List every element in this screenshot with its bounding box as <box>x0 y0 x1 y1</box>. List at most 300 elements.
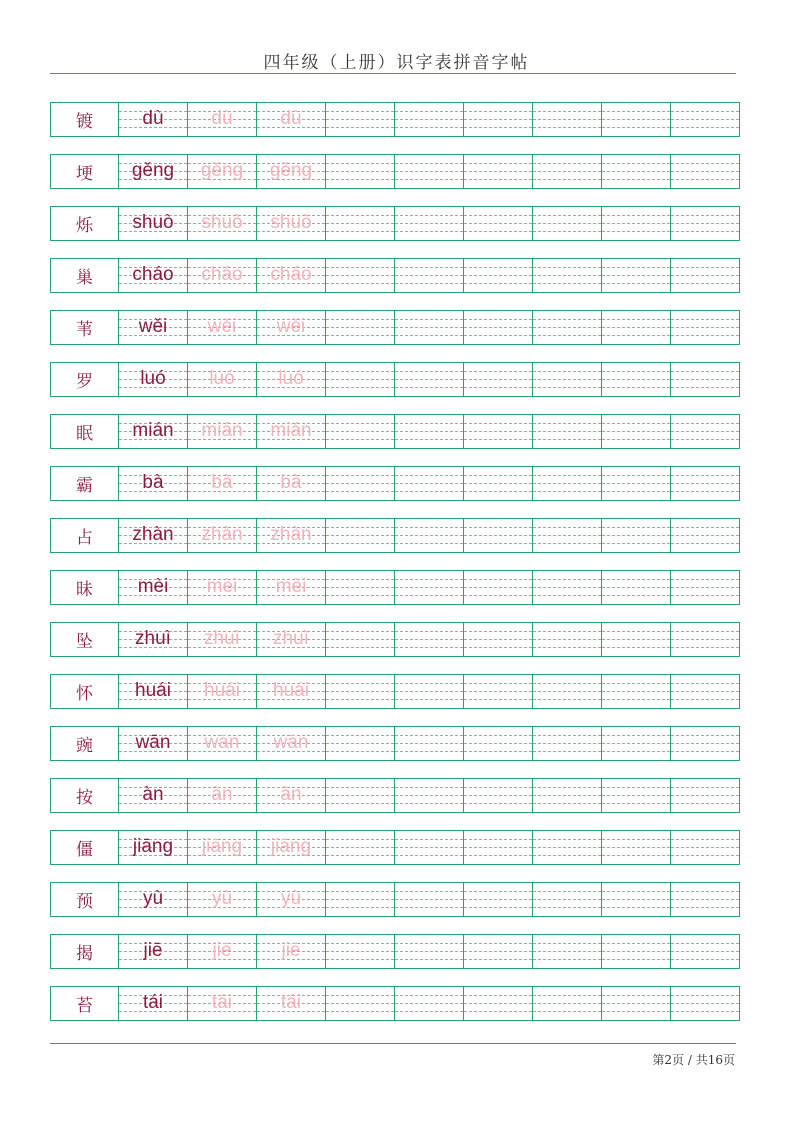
guide-line <box>671 127 739 128</box>
pinyin-writing-cells <box>119 414 740 449</box>
guide-line <box>533 423 601 424</box>
pinyin-cell <box>257 103 326 136</box>
guide-line <box>395 639 463 640</box>
pinyin-trace-text: cháo <box>270 264 312 285</box>
guide-line <box>395 907 463 908</box>
guide-line <box>602 483 670 484</box>
guide-line <box>671 275 739 276</box>
guide-line <box>395 527 463 528</box>
guide-line <box>602 127 670 128</box>
pinyin-cell <box>188 311 257 344</box>
guide-line <box>464 483 532 484</box>
blank-practice-cell <box>464 571 533 604</box>
blank-practice-cell <box>395 155 464 188</box>
guide-line <box>533 959 601 960</box>
guide-line <box>602 943 670 944</box>
blank-practice-cell <box>395 779 464 812</box>
guide-line <box>671 995 739 996</box>
blank-practice-cell <box>671 155 740 188</box>
guide-line <box>602 735 670 736</box>
blank-practice-cell <box>671 311 740 344</box>
pinyin-writing-cells <box>119 934 740 969</box>
blank-practice-cell <box>326 987 395 1020</box>
pinyin-writing-cells <box>119 466 740 501</box>
blank-practice-cell <box>602 103 671 136</box>
guide-line <box>602 595 670 596</box>
pinyin-writing-cells <box>119 726 740 761</box>
pinyin-cell <box>119 675 188 708</box>
pinyin-cell <box>188 831 257 864</box>
blank-practice-cell <box>602 727 671 760</box>
guide-line <box>533 215 601 216</box>
blank-practice-cell <box>464 519 533 552</box>
guide-line <box>671 111 739 112</box>
guide-line <box>326 951 394 952</box>
pinyin-cell <box>119 207 188 240</box>
guide-line <box>533 119 601 120</box>
guide-line <box>464 327 532 328</box>
blank-practice-cell <box>602 571 671 604</box>
guide-line <box>395 839 463 840</box>
blank-practice-cell <box>533 571 602 604</box>
page-title: 四年级（上册）识字表拼音字帖 <box>263 53 530 73</box>
hanzi-cell: 埂 <box>50 154 119 189</box>
hanzi-cell: 按 <box>50 778 119 813</box>
pinyin-trace-text: àn <box>211 784 233 805</box>
guide-line <box>602 231 670 232</box>
blank-practice-cell <box>602 779 671 812</box>
guide-line <box>602 891 670 892</box>
header-divider <box>50 73 736 74</box>
guide-line <box>395 379 463 380</box>
guide-line <box>464 119 532 120</box>
guide-line <box>464 1003 532 1004</box>
guide-line <box>602 371 670 372</box>
pinyin-trace-text: shuò <box>201 212 243 233</box>
blank-practice-cell <box>326 467 395 500</box>
hanzi-cell: 巢 <box>50 258 119 293</box>
guide-line <box>602 995 670 996</box>
pinyin-cell <box>257 571 326 604</box>
guide-line <box>602 899 670 900</box>
pinyin-writing-cells <box>119 102 740 137</box>
guide-line <box>395 579 463 580</box>
guide-line <box>395 943 463 944</box>
pinyin-cell <box>119 311 188 344</box>
guide-line <box>533 283 601 284</box>
pinyin-trace-text: wān <box>204 732 240 753</box>
guide-line <box>395 735 463 736</box>
hanzi-cell: 眠 <box>50 414 119 449</box>
blank-practice-cell <box>395 363 464 396</box>
guide-line <box>533 127 601 128</box>
pinyin-cell <box>257 467 326 500</box>
pinyin-trace-text: luó <box>278 368 304 389</box>
guide-line <box>602 119 670 120</box>
blank-practice-cell <box>602 415 671 448</box>
guide-line <box>326 491 394 492</box>
guide-line <box>326 475 394 476</box>
blank-practice-cell <box>326 311 395 344</box>
hanzi-cell: 罗 <box>50 362 119 397</box>
pinyin-cell <box>119 935 188 968</box>
guide-line <box>533 327 601 328</box>
guide-line <box>395 847 463 848</box>
blank-practice-cell <box>602 987 671 1020</box>
guide-line <box>395 959 463 960</box>
guide-line <box>602 491 670 492</box>
practice-row <box>50 206 740 241</box>
pinyin-cell <box>188 363 257 396</box>
guide-line <box>464 127 532 128</box>
guide-line <box>326 163 394 164</box>
guide-line <box>602 379 670 380</box>
guide-line <box>326 787 394 788</box>
pinyin-writing-cells <box>119 570 740 605</box>
guide-line <box>395 371 463 372</box>
guide-line <box>671 163 739 164</box>
pinyin-writing-cells <box>119 258 740 293</box>
guide-line <box>395 751 463 752</box>
practice-row <box>50 934 740 969</box>
guide-line <box>602 387 670 388</box>
guide-line <box>533 379 601 380</box>
blank-practice-cell <box>671 831 740 864</box>
blank-practice-cell <box>671 207 740 240</box>
pinyin-cell <box>257 935 326 968</box>
guide-line <box>395 111 463 112</box>
guide-line <box>533 267 601 268</box>
blank-practice-cell <box>395 519 464 552</box>
blank-practice-cell <box>602 935 671 968</box>
guide-line <box>395 743 463 744</box>
guide-line <box>602 699 670 700</box>
guide-line <box>602 647 670 648</box>
guide-line <box>464 899 532 900</box>
guide-line <box>533 319 601 320</box>
guide-line <box>602 855 670 856</box>
pinyin-cell <box>119 103 188 136</box>
guide-line <box>326 327 394 328</box>
guide-line <box>602 111 670 112</box>
pinyin-writing-cells <box>119 206 740 241</box>
guide-line <box>533 1011 601 1012</box>
guide-line <box>671 907 739 908</box>
blank-practice-cell <box>464 155 533 188</box>
guide-line <box>464 787 532 788</box>
guide-line <box>326 283 394 284</box>
guide-line <box>464 647 532 648</box>
guide-line <box>533 475 601 476</box>
practice-row <box>50 102 740 137</box>
guide-line <box>602 475 670 476</box>
blank-practice-cell <box>464 987 533 1020</box>
guide-line <box>671 543 739 544</box>
guide-line <box>533 803 601 804</box>
blank-practice-cell <box>326 103 395 136</box>
guide-line <box>533 639 601 640</box>
guide-line <box>395 171 463 172</box>
pinyin-cell <box>119 623 188 656</box>
pinyin-trace-text: gěng <box>269 160 313 181</box>
pinyin-cell <box>188 571 257 604</box>
pinyin-text: wěi <box>138 316 168 337</box>
pinyin-cell <box>188 987 257 1020</box>
guide-line <box>602 423 670 424</box>
guide-line <box>671 483 739 484</box>
guide-line <box>464 683 532 684</box>
pinyin-trace-text: mèi <box>275 576 307 597</box>
guide-line <box>464 223 532 224</box>
guide-line <box>533 431 601 432</box>
guide-line <box>464 335 532 336</box>
pinyin-trace-text: gěng <box>200 160 244 181</box>
pinyin-cell <box>257 155 326 188</box>
blank-practice-cell <box>395 935 464 968</box>
guide-line <box>464 387 532 388</box>
guide-line <box>533 595 601 596</box>
guide-line <box>326 751 394 752</box>
pinyin-cell <box>257 831 326 864</box>
blank-practice-cell <box>395 259 464 292</box>
pinyin-cell <box>257 675 326 708</box>
guide-line <box>671 1003 739 1004</box>
pinyin-trace-text: jiē <box>212 940 232 961</box>
guide-line <box>326 683 394 684</box>
pinyin-cell <box>188 103 257 136</box>
guide-line <box>326 1011 394 1012</box>
blank-practice-cell <box>602 467 671 500</box>
guide-line <box>326 1003 394 1004</box>
blank-practice-cell <box>464 467 533 500</box>
practice-row <box>50 414 740 449</box>
guide-line <box>464 163 532 164</box>
pinyin-text: dù <box>142 108 164 129</box>
pinyin-trace-text: bà <box>280 472 302 493</box>
guide-line <box>326 587 394 588</box>
guide-line <box>395 699 463 700</box>
blank-practice-cell <box>533 103 602 136</box>
pinyin-cell <box>188 519 257 552</box>
guide-line <box>533 795 601 796</box>
guide-line <box>602 795 670 796</box>
blank-practice-cell <box>671 727 740 760</box>
guide-line <box>464 579 532 580</box>
practice-row <box>50 258 740 293</box>
guide-line <box>671 431 739 432</box>
pinyin-writing-cells <box>119 518 740 553</box>
guide-line <box>671 379 739 380</box>
pinyin-trace-text: luó <box>209 368 235 389</box>
blank-practice-cell <box>671 779 740 812</box>
pinyin-trace-text: wān <box>273 732 309 753</box>
guide-line <box>395 647 463 648</box>
guide-line <box>533 543 601 544</box>
guide-line <box>326 995 394 996</box>
guide-line <box>602 283 670 284</box>
pinyin-trace-text: tái <box>211 992 233 1013</box>
guide-line <box>533 587 601 588</box>
pinyin-cell <box>119 467 188 500</box>
hanzi-cell: 豌 <box>50 726 119 761</box>
guide-line <box>395 683 463 684</box>
blank-practice-cell <box>326 727 395 760</box>
blank-practice-cell <box>671 623 740 656</box>
guide-line <box>464 319 532 320</box>
pinyin-trace-text: wěi <box>276 316 306 337</box>
blank-practice-cell <box>326 623 395 656</box>
blank-practice-cell <box>671 935 740 968</box>
guide-line <box>533 275 601 276</box>
pinyin-cell <box>119 831 188 864</box>
pinyin-writing-cells <box>119 778 740 813</box>
pinyin-text: mián <box>132 420 174 441</box>
guide-line <box>464 995 532 996</box>
blank-practice-cell <box>533 259 602 292</box>
guide-line <box>671 527 739 528</box>
guide-line <box>395 163 463 164</box>
guide-line <box>602 803 670 804</box>
blank-practice-cell <box>602 623 671 656</box>
blank-practice-cell <box>533 415 602 448</box>
page-indicator: 第2页 / 共16页 <box>652 1053 735 1067</box>
guide-line <box>671 891 739 892</box>
guide-line <box>602 751 670 752</box>
guide-line <box>671 647 739 648</box>
pinyin-text: huái <box>135 680 171 701</box>
hanzi-cell: 僵 <box>50 830 119 865</box>
pinyin-cell <box>188 155 257 188</box>
guide-line <box>326 743 394 744</box>
guide-line <box>326 371 394 372</box>
practice-row <box>50 986 740 1021</box>
guide-line <box>395 179 463 180</box>
pinyin-cell <box>188 883 257 916</box>
guide-line <box>464 743 532 744</box>
guide-line <box>533 1003 601 1004</box>
guide-line <box>602 543 670 544</box>
pinyin-text: gěng <box>131 160 175 181</box>
guide-line <box>533 683 601 684</box>
guide-line <box>326 579 394 580</box>
guide-line <box>464 943 532 944</box>
guide-line <box>533 699 601 700</box>
guide-line <box>602 223 670 224</box>
guide-line <box>326 839 394 840</box>
pinyin-cell <box>257 519 326 552</box>
guide-line <box>326 899 394 900</box>
footer-divider <box>50 1043 736 1044</box>
guide-line <box>671 751 739 752</box>
pinyin-writing-cells <box>119 362 740 397</box>
guide-line <box>326 215 394 216</box>
hanzi-cell: 坠 <box>50 622 119 657</box>
pinyin-cell <box>119 779 188 812</box>
blank-practice-cell <box>533 883 602 916</box>
guide-line <box>326 119 394 120</box>
practice-row <box>50 778 740 813</box>
guide-line <box>602 327 670 328</box>
guide-line <box>395 595 463 596</box>
guide-line <box>671 267 739 268</box>
pinyin-text: zhuì <box>135 628 171 649</box>
guide-line <box>464 179 532 180</box>
guide-line <box>395 327 463 328</box>
practice-row <box>50 674 740 709</box>
guide-line <box>326 847 394 848</box>
blank-practice-cell <box>533 155 602 188</box>
guide-line <box>395 335 463 336</box>
guide-line <box>671 839 739 840</box>
guide-line <box>464 735 532 736</box>
guide-line <box>395 587 463 588</box>
guide-line <box>464 371 532 372</box>
pinyin-trace-text: zhàn <box>201 524 243 545</box>
guide-line <box>671 579 739 580</box>
pinyin-writing-cells <box>119 986 740 1021</box>
blank-practice-cell <box>395 623 464 656</box>
guide-line <box>602 639 670 640</box>
guide-line <box>533 743 601 744</box>
guide-line <box>671 327 739 328</box>
guide-line <box>395 803 463 804</box>
guide-line <box>671 223 739 224</box>
guide-line <box>464 491 532 492</box>
pinyin-cell <box>188 675 257 708</box>
guide-line <box>326 431 394 432</box>
guide-line <box>464 431 532 432</box>
pinyin-cell <box>119 363 188 396</box>
pinyin-text: mèi <box>137 576 169 597</box>
pinyin-cell <box>119 415 188 448</box>
blank-practice-cell <box>326 935 395 968</box>
pinyin-cell <box>257 883 326 916</box>
pinyin-writing-cells <box>119 674 740 709</box>
guide-line <box>395 387 463 388</box>
pinyin-trace-text: yù <box>211 888 233 909</box>
guide-line <box>395 491 463 492</box>
guide-line <box>395 231 463 232</box>
guide-line <box>326 267 394 268</box>
blank-practice-cell <box>464 779 533 812</box>
blank-practice-cell <box>326 779 395 812</box>
pinyin-text: àn <box>142 784 164 805</box>
guide-line <box>326 111 394 112</box>
pinyin-text: yù <box>142 888 164 909</box>
guide-line <box>533 751 601 752</box>
pinyin-text: jiāng <box>132 836 174 857</box>
blank-practice-cell <box>464 415 533 448</box>
blank-practice-cell <box>533 363 602 396</box>
blank-practice-cell <box>533 675 602 708</box>
guide-line <box>326 171 394 172</box>
guide-line <box>395 795 463 796</box>
blank-practice-cell <box>602 363 671 396</box>
guide-line <box>671 387 739 388</box>
guide-line <box>602 743 670 744</box>
guide-line <box>326 127 394 128</box>
guide-line <box>326 631 394 632</box>
blank-practice-cell <box>602 519 671 552</box>
hanzi-cell: 预 <box>50 882 119 917</box>
practice-row <box>50 466 740 501</box>
guide-line <box>602 839 670 840</box>
pinyin-trace-text: mèi <box>206 576 238 597</box>
blank-practice-cell <box>533 519 602 552</box>
guide-line <box>326 691 394 692</box>
blank-practice-cell <box>533 207 602 240</box>
guide-line <box>671 699 739 700</box>
